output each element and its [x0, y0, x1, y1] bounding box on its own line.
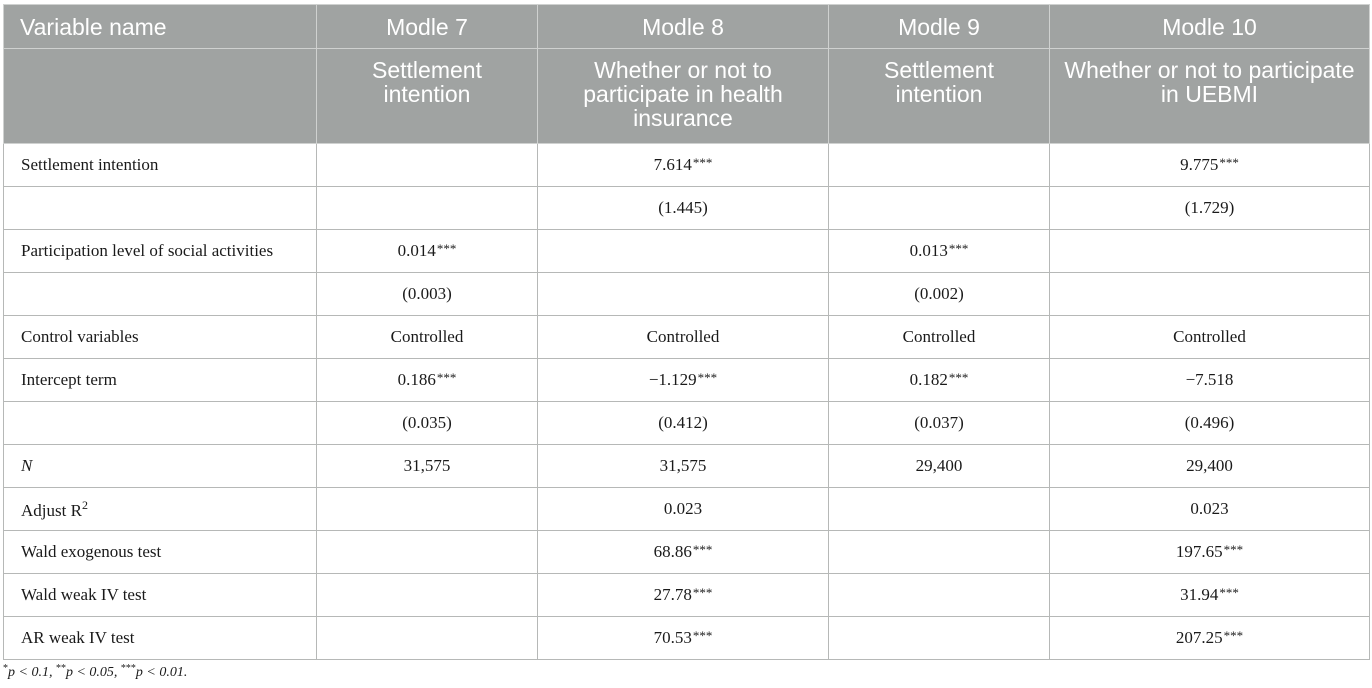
- row-label: [4, 273, 317, 316]
- table-row-settlement-intention-se: [4, 187, 1370, 230]
- cell-value: 0.182: [909, 370, 948, 389]
- cell-m9: (0.002): [829, 273, 1050, 316]
- significance-stars: ***: [692, 585, 713, 600]
- cell-value: 7.614: [653, 155, 692, 174]
- table-footnote: [3, 663, 187, 681]
- row-label: Intercept term: [4, 359, 317, 402]
- footnote-text-1: p < 0.1,: [8, 665, 56, 680]
- table-row-ar-weak-iv-test: [4, 617, 1370, 660]
- cell-value: 197.65: [1175, 542, 1223, 561]
- significance-stars: ***: [692, 155, 713, 170]
- row-label: Wald exogenous test: [4, 531, 317, 574]
- cell-value: 0.014: [397, 241, 436, 260]
- row-label: AR weak IV test: [4, 617, 317, 660]
- row-label: [4, 187, 317, 230]
- model-10-dependent: Whether or not to participate in UEBMI: [1050, 49, 1370, 144]
- model-7-dependent: Settlement intention: [317, 49, 538, 144]
- model-10-header: Modle 10: [1050, 5, 1370, 49]
- cell-value: −1.129: [648, 370, 697, 389]
- cell-m7: (0.035): [317, 402, 538, 445]
- cell-m10: Controlled: [1050, 316, 1370, 359]
- cell-m10: [1050, 230, 1370, 273]
- cell-m7: [317, 574, 538, 617]
- cell-value: 70.53: [653, 628, 692, 647]
- cell-m10: [1050, 273, 1370, 316]
- cell-m10: [1050, 617, 1370, 660]
- cell-m9: 29,400: [829, 445, 1050, 488]
- row-label: Wald weak IV test: [4, 574, 317, 617]
- variable-name-header-blank: [4, 49, 317, 144]
- row-label-text: Adjust R: [21, 500, 82, 520]
- table-row-wald-exogenous-test: [4, 531, 1370, 574]
- cell-m7: [317, 531, 538, 574]
- cell-m10: (1.729): [1050, 187, 1370, 230]
- significance-stars: ***: [948, 370, 969, 385]
- cell-m10: 29,400: [1050, 445, 1370, 488]
- cell-m8: Controlled: [538, 316, 829, 359]
- cell-value: 31.94: [1180, 585, 1219, 604]
- model-7-header: Modle 7: [317, 5, 538, 49]
- footnote-text-3: p < 0.01.: [135, 665, 188, 680]
- cell-m7: [317, 488, 538, 531]
- cell-m8: [538, 359, 829, 402]
- table-row-participation-social-activities: [4, 230, 1370, 273]
- footnote-stars-2: **: [55, 663, 66, 674]
- cell-m10: (0.496): [1050, 402, 1370, 445]
- model-9-header: Modle 9: [829, 5, 1050, 49]
- row-label: [4, 402, 317, 445]
- cell-m7: Controlled: [317, 316, 538, 359]
- table-row-settlement-intention: [4, 144, 1370, 187]
- cell-m10: [1050, 359, 1370, 402]
- table-row-intercept-term: [4, 359, 1370, 402]
- model-8-header: Modle 8: [538, 5, 829, 49]
- cell-m9: [829, 574, 1050, 617]
- header-row-dependent-variables: [4, 49, 1370, 144]
- cell-m9: [829, 144, 1050, 187]
- cell-m7: [317, 230, 538, 273]
- cell-m8: [538, 273, 829, 316]
- cell-m9: Controlled: [829, 316, 1050, 359]
- cell-m10: [1050, 574, 1370, 617]
- cell-m9: (0.037): [829, 402, 1050, 445]
- cell-value: 27.78: [653, 585, 692, 604]
- cell-m10: [1050, 531, 1370, 574]
- row-label-text: N: [21, 456, 33, 475]
- cell-m8: [538, 574, 829, 617]
- model-8-dependent: Whether or not to participate in health insurance: [538, 49, 829, 144]
- row-label: Control variables: [4, 316, 317, 359]
- footnote-text-2: p < 0.05,: [65, 665, 121, 680]
- cell-m9: [829, 531, 1050, 574]
- cell-m8: [538, 617, 829, 660]
- cell-m9: [829, 187, 1050, 230]
- cell-value: 0.186: [397, 370, 436, 389]
- model-9-dependent: Settlement intention: [829, 49, 1050, 144]
- cell-m8: [538, 144, 829, 187]
- superscript: 2: [81, 497, 88, 512]
- cell-m8: 0.023: [538, 488, 829, 531]
- cell-m7: [317, 359, 538, 402]
- cell-m10: [1050, 144, 1370, 187]
- cell-m9: [829, 230, 1050, 273]
- footnote-stars-1: *: [3, 663, 8, 674]
- table-row-intercept-term-se: [4, 402, 1370, 445]
- significance-stars: ***: [436, 241, 457, 256]
- cell-m8: [538, 230, 829, 273]
- cell-value: 0.013: [909, 241, 948, 260]
- table-row-wald-weak-iv-test: [4, 574, 1370, 617]
- significance-stars: ***: [692, 542, 713, 557]
- cell-m7: [317, 144, 538, 187]
- cell-m9: [829, 488, 1050, 531]
- header-row-models: [4, 5, 1370, 49]
- cell-value: 207.25: [1175, 628, 1223, 647]
- cell-m7: 31,575: [317, 445, 538, 488]
- significance-stars: ***: [948, 241, 969, 256]
- cell-m9: [829, 359, 1050, 402]
- cell-m8: 31,575: [538, 445, 829, 488]
- table-row-adjust-r2: [4, 488, 1370, 531]
- variable-name-header: Variable name: [4, 5, 317, 49]
- row-label: [4, 445, 317, 488]
- cell-m8: [538, 531, 829, 574]
- cell-m7: [317, 187, 538, 230]
- cell-m7: (0.003): [317, 273, 538, 316]
- cell-m9: [829, 617, 1050, 660]
- cell-m7: [317, 617, 538, 660]
- row-label: Participation level of social activities: [4, 230, 317, 273]
- cell-value: −7.518: [1185, 370, 1234, 389]
- significance-stars: ***: [1219, 155, 1239, 170]
- regression-results-table: [3, 4, 1370, 660]
- footnote-stars-3: ***: [120, 663, 136, 674]
- cell-m10: 0.023: [1050, 488, 1370, 531]
- row-label: Settlement intention: [4, 144, 317, 187]
- significance-stars: ***: [692, 628, 713, 643]
- significance-stars: ***: [697, 370, 718, 385]
- cell-value: 68.86: [653, 542, 692, 561]
- cell-m8: (1.445): [538, 187, 829, 230]
- significance-stars: ***: [1219, 585, 1239, 600]
- significance-stars: ***: [1223, 542, 1244, 557]
- cell-value: 9.775: [1180, 155, 1219, 174]
- row-label: [4, 488, 317, 531]
- significance-stars: ***: [436, 370, 457, 385]
- significance-stars: ***: [1223, 628, 1244, 643]
- cell-m8: (0.412): [538, 402, 829, 445]
- table-row-participation-social-activities-se: [4, 273, 1370, 316]
- table-row-control-variables: [4, 316, 1370, 359]
- table-row-n: [4, 445, 1370, 488]
